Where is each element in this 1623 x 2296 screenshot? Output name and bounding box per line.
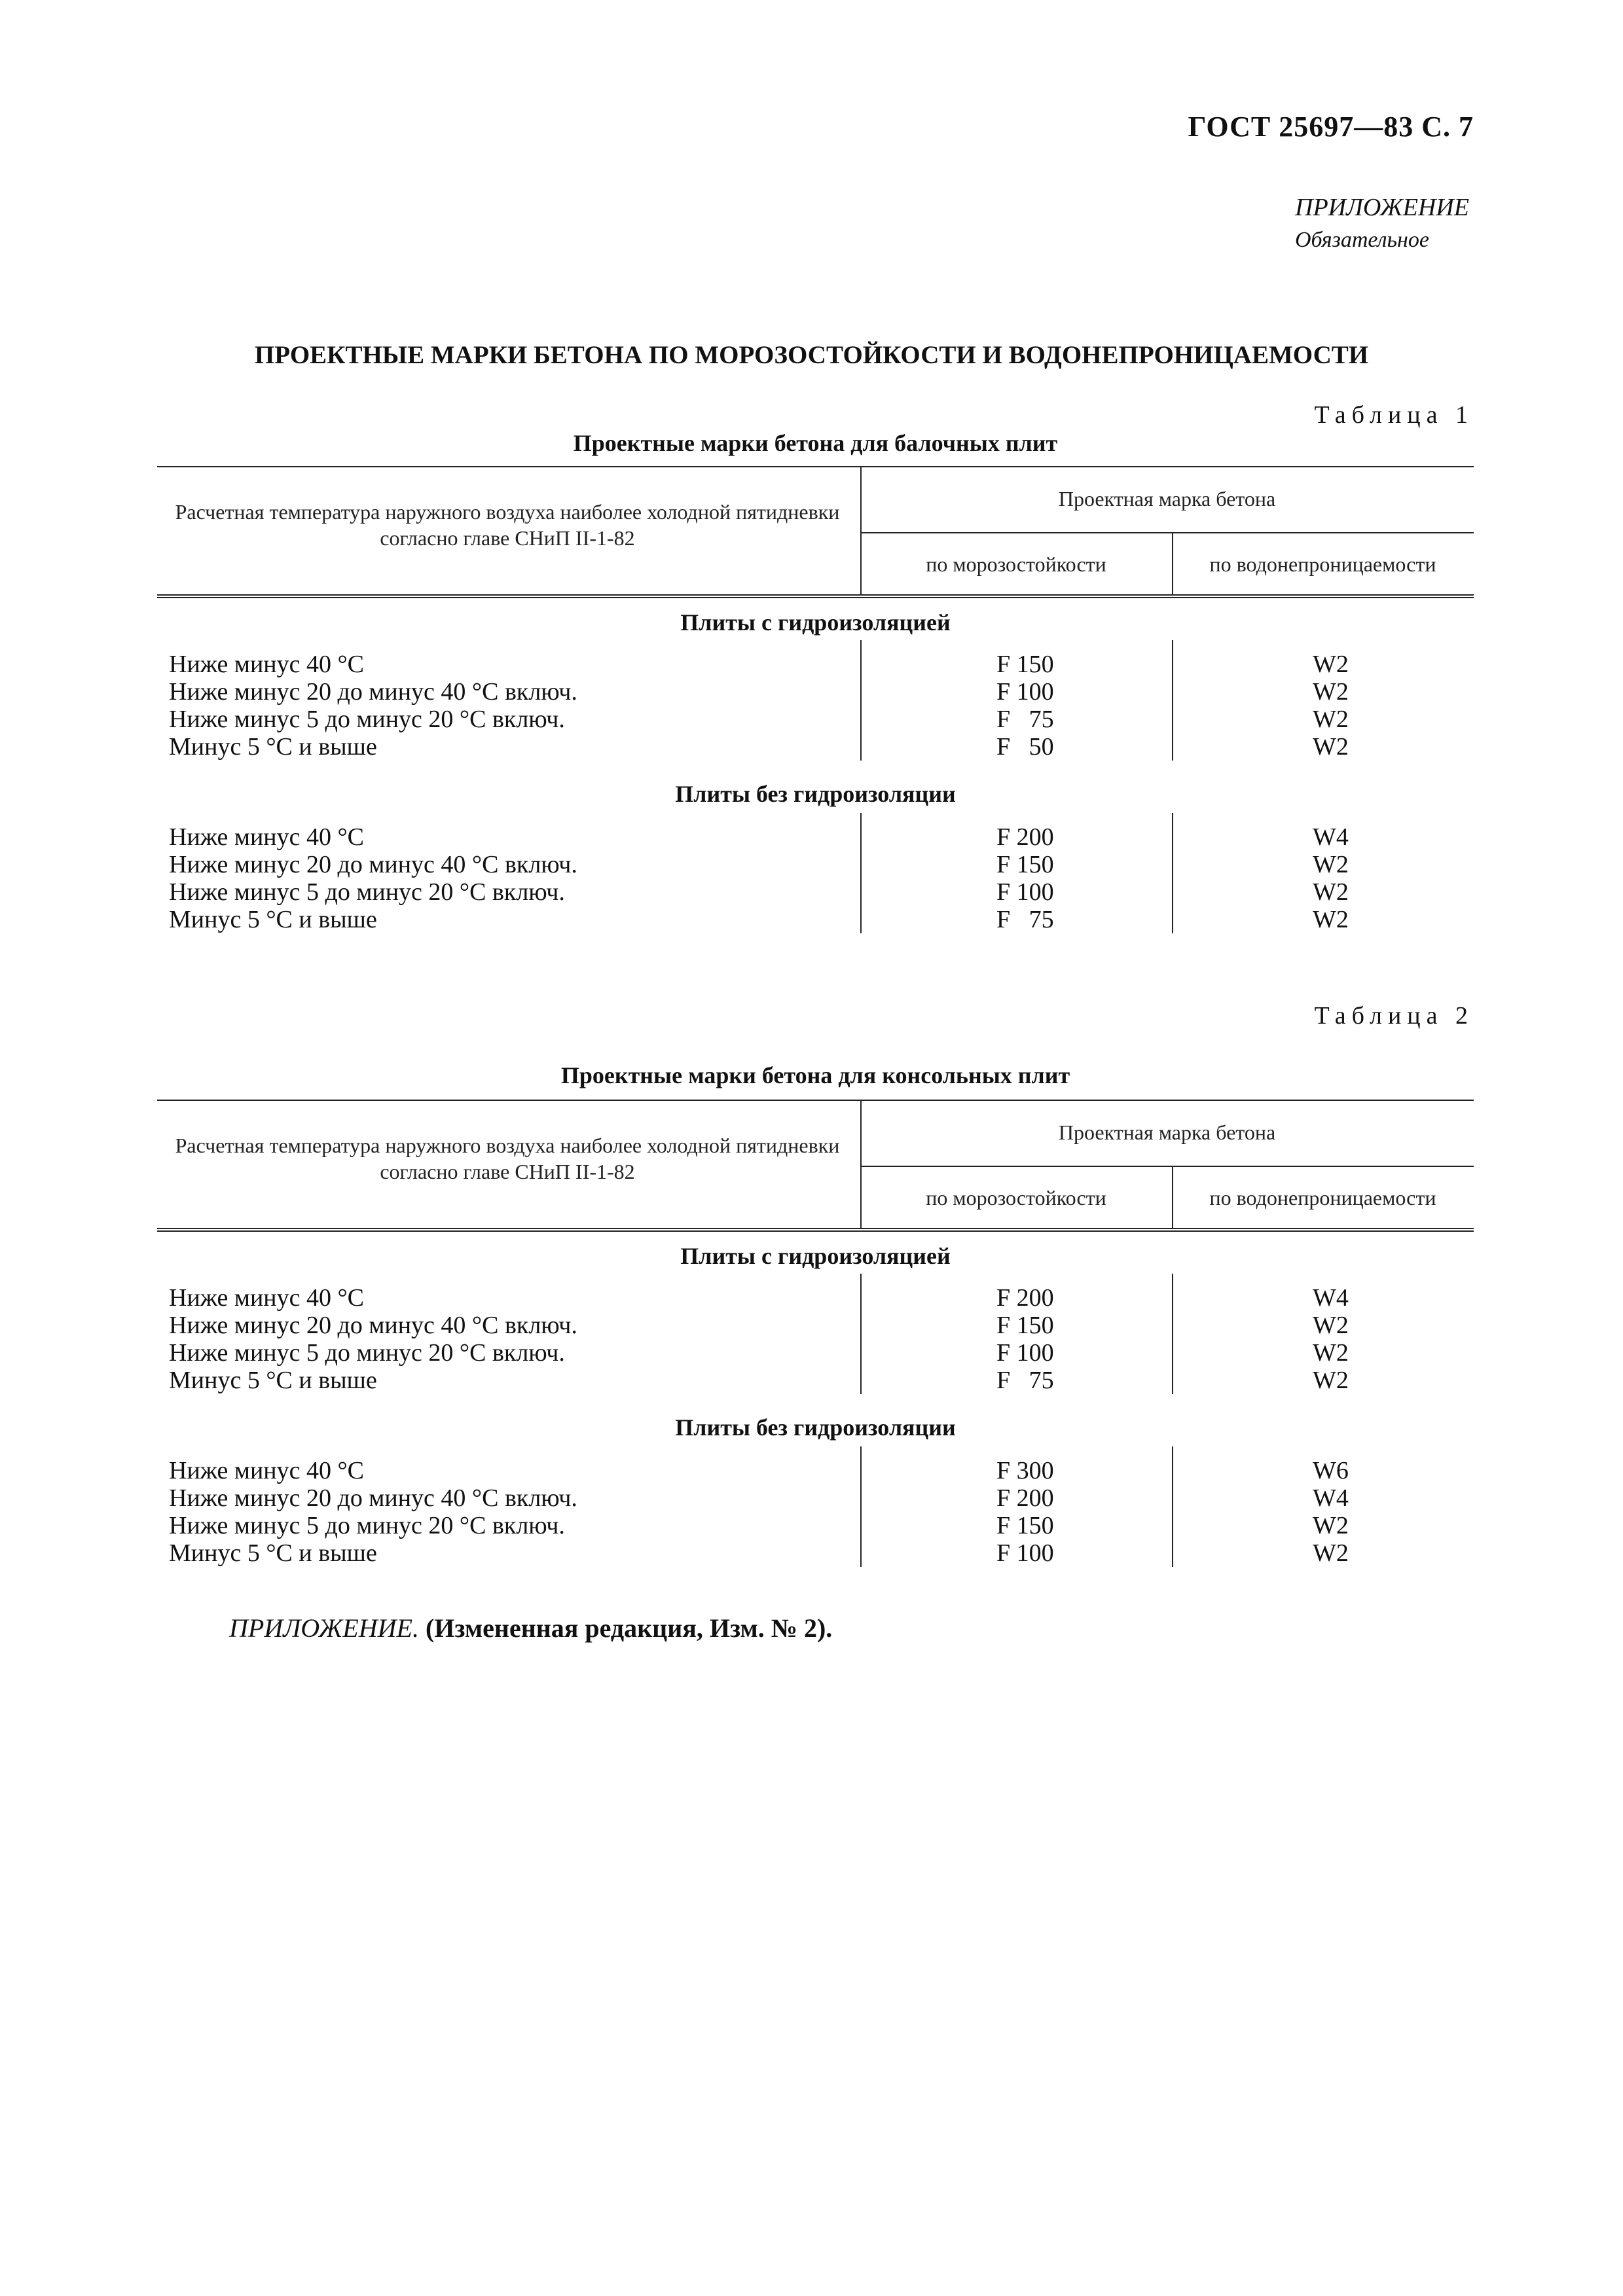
- table-row: [157, 851, 1474, 878]
- table1: [157, 466, 1474, 950]
- temp-cell: Ниже минус 5 до минус 20 °С включ.: [169, 706, 565, 733]
- water-cell: W4: [1313, 1484, 1349, 1512]
- temp-cell: Ниже минус 40 °С: [169, 1457, 365, 1484]
- frost-cell: F 200: [996, 1284, 1054, 1312]
- frost-cell: F 50: [996, 733, 1054, 761]
- table1-mid-rule: [860, 532, 1474, 533]
- table-row: [157, 878, 1474, 906]
- frost-cell: F 200: [996, 1484, 1054, 1512]
- annex-note: Обязательное: [1295, 228, 1429, 252]
- temp-cell: Ниже минус 40 °С: [169, 823, 365, 851]
- temp-cell: Ниже минус 5 до минус 20 °С включ.: [169, 878, 565, 906]
- table2-caption: Проектные марки бетона для консольных плит: [560, 1062, 1070, 1088]
- table2-header-rule: [157, 1228, 1474, 1232]
- table2: [157, 1100, 1474, 1584]
- frost-cell: F 300: [996, 1457, 1054, 1484]
- footer-revision: (Измененная редакция, Изм. № 2).: [425, 1613, 833, 1643]
- footer-annex: ПРИЛОЖЕНИЕ.: [229, 1613, 419, 1643]
- annex-title: ПРИЛОЖЕНИЕ: [1295, 194, 1469, 221]
- water-cell: W2: [1313, 651, 1349, 678]
- table-row: [157, 906, 1474, 933]
- water-cell: W2: [1313, 1367, 1349, 1394]
- table1-section2-rows: [157, 823, 1474, 933]
- table1-section1-title: Плиты с гидроизоляцией: [680, 609, 951, 636]
- frost-cell: F 150: [996, 851, 1054, 878]
- temp-cell: Минус 5 °С и выше: [169, 906, 377, 933]
- table-row: [157, 1512, 1474, 1539]
- water-cell: W2: [1313, 1312, 1349, 1339]
- water-cell: W2: [1313, 706, 1349, 733]
- frost-cell: F 150: [996, 1312, 1054, 1339]
- temp-cell: Минус 5 °С и выше: [169, 1367, 377, 1394]
- document-header: ГОСТ 25697—83 С. 7: [1188, 111, 1474, 143]
- frost-cell: F 200: [996, 823, 1054, 851]
- frost-cell: F 75: [996, 706, 1054, 733]
- table-row: [157, 1367, 1474, 1394]
- table2-section2-title: Плиты без гидроизоляции: [675, 1414, 956, 1441]
- water-cell: W4: [1313, 1284, 1349, 1312]
- water-cell: W2: [1313, 733, 1349, 761]
- temp-cell: Минус 5 °С и выше: [169, 1539, 377, 1567]
- table-row: [157, 1312, 1474, 1339]
- temp-cell: Ниже минус 20 до минус 40 °С включ.: [169, 1312, 577, 1339]
- frost-cell: F 75: [996, 906, 1054, 933]
- temp-cell: Ниже минус 40 °С: [169, 651, 365, 678]
- frost-cell: F 100: [996, 878, 1054, 906]
- table-row: [157, 651, 1474, 678]
- table2-col2-header: по морозостойкости: [926, 1186, 1106, 1210]
- table2-top-rule: [157, 1100, 1474, 1101]
- table1-section2-title: Плиты без гидроизоляции: [675, 781, 956, 807]
- water-cell: W2: [1313, 678, 1349, 706]
- table2-section1-title: Плиты с гидроизоляцией: [680, 1243, 951, 1269]
- temp-cell: Ниже минус 20 до минус 40 °С включ.: [169, 678, 577, 706]
- table1-caption: Проектные марки бетона для балочных плит: [573, 430, 1058, 456]
- water-cell: W2: [1313, 1339, 1349, 1367]
- table2-mid-rule: [860, 1166, 1474, 1167]
- table-row: [157, 678, 1474, 706]
- water-cell: W2: [1313, 1512, 1349, 1539]
- temp-cell: Ниже минус 40 °С: [169, 1284, 365, 1312]
- frost-cell: F 75: [996, 1367, 1054, 1394]
- water-cell: W6: [1313, 1457, 1349, 1484]
- table1-col3-header: по водонепроницаемости: [1209, 552, 1436, 576]
- water-cell: W2: [1313, 906, 1349, 933]
- water-cell: W2: [1313, 851, 1349, 878]
- table-row: [157, 733, 1474, 761]
- table-row: [157, 1339, 1474, 1367]
- temp-cell: Ниже минус 20 до минус 40 °С включ.: [169, 851, 577, 878]
- table-row: [157, 1457, 1474, 1484]
- table-row: [157, 823, 1474, 851]
- table1-label: Таблица 1: [1314, 401, 1474, 429]
- water-cell: W2: [1313, 878, 1349, 906]
- temp-cell: Ниже минус 5 до минус 20 °С включ.: [169, 1512, 565, 1539]
- table2-col1-header: Расчетная температура наружного воздуха наиболее холодной пятидневки согласно главе СНиП II-1-82: [175, 1134, 840, 1183]
- water-cell: W4: [1313, 823, 1349, 851]
- frost-cell: F 100: [996, 1539, 1054, 1567]
- temp-cell: Ниже минус 5 до минус 20 °С включ.: [169, 1339, 565, 1367]
- table1-col2-header: по морозостойкости: [926, 552, 1106, 576]
- footer-note: [229, 1613, 832, 1643]
- frost-cell: F 150: [996, 651, 1054, 678]
- table-row: [157, 1539, 1474, 1567]
- table-row: [157, 1284, 1474, 1312]
- table1-col1-header: Расчетная температура наружного воздуха наиболее холодной пятидневки согласно главе СНиП II-1-82: [175, 500, 840, 550]
- frost-cell: F 100: [996, 1339, 1054, 1367]
- table-row: [157, 706, 1474, 733]
- temp-cell: Минус 5 °С и выше: [169, 733, 377, 761]
- temp-cell: Ниже минус 20 до минус 40 °С включ.: [169, 1484, 577, 1512]
- table1-section1-rows: [157, 651, 1474, 761]
- main-title: ПРОЕКТНЫЕ МАРКИ БЕТОНА ПО МОРОЗОСТОЙКОСТИ И ВОДОНЕПРОНИЦАЕМОСТИ: [254, 341, 1369, 369]
- table1-top-rule: [157, 466, 1474, 467]
- table1-header-rule: [157, 594, 1474, 598]
- frost-cell: F 150: [996, 1512, 1054, 1539]
- annex-label: [1295, 191, 1469, 257]
- frost-cell: F 100: [996, 678, 1054, 706]
- table2-group-header: Проектная марка бетона: [1058, 1121, 1276, 1144]
- table2-section1-rows: [157, 1284, 1474, 1394]
- table2-col3-header: по водонепроницаемости: [1209, 1186, 1436, 1210]
- table-row: [157, 1484, 1474, 1512]
- table2-label: Таблица 2: [1314, 1002, 1474, 1030]
- water-cell: W2: [1313, 1539, 1349, 1567]
- table2-section2-rows: [157, 1457, 1474, 1567]
- table1-group-header: Проектная марка бетона: [1058, 487, 1276, 511]
